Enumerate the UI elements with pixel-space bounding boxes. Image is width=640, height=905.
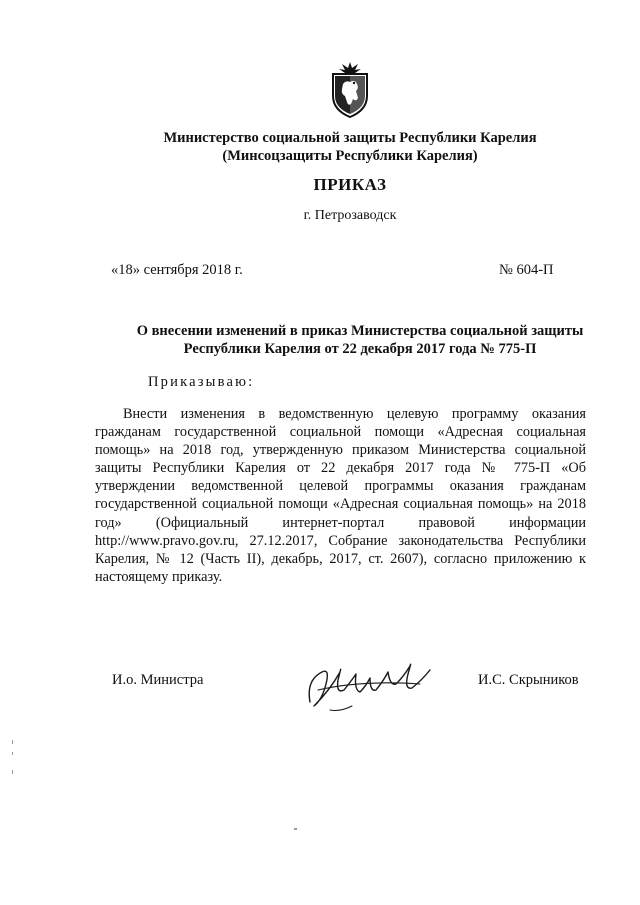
handwritten-signature-icon [300, 650, 450, 720]
scan-artifact [12, 740, 13, 744]
order-directive: Приказываю: [148, 374, 255, 390]
subject-line-1: О внесении изменений в приказ Министерства социальной защиты [136, 323, 584, 339]
document-type-title: ПРИКАЗ [313, 175, 387, 194]
scan-artifact [12, 770, 13, 774]
document-body: Внести изменения в ведомственную целевую программу оказания гражданам государственной социальной помощи «Адресная социальная помощь» на 2018 год, утвержденную приказом Министерства социальной защиты Республики Карелия от 22 декабря 2017 года № 775-П «Об утверждении ведомственной целевой программы оказания гражданам государственной социальной помощи «Адресная социальная помощь» на 2018 год» (Официальный интернет-портал правовой информации http://www.pravo.gov.ru, 27.12.2017, Собрание законодательства Республики Карелия, № 12 (Часть II), декабрь, 2017, ст. 2607), согласно приложению к настоящему приказу. [95, 406, 586, 585]
document-date: «18» сентября 2018 г. [111, 262, 243, 278]
scan-artifact [12, 752, 13, 755]
karelia-coat-of-arms-icon [329, 62, 371, 118]
scan-artifact [294, 828, 297, 830]
document-number: № 604-П [499, 262, 554, 278]
signatory-title: И.о. Министра [112, 672, 204, 688]
document-subject [0, 322, 640, 358]
organization-name: Министерство социальной защиты Республики Карелия [163, 130, 537, 146]
signatory-name: И.С. Скрыников [478, 672, 579, 688]
document-city: г. Петрозаводск [303, 208, 397, 223]
subject-line-2: Республики Карелия от 22 декабря 2017 года № 775-П [183, 341, 537, 357]
organization-short-name: (Минсоцзащиты Республики Карелия) [222, 148, 478, 164]
